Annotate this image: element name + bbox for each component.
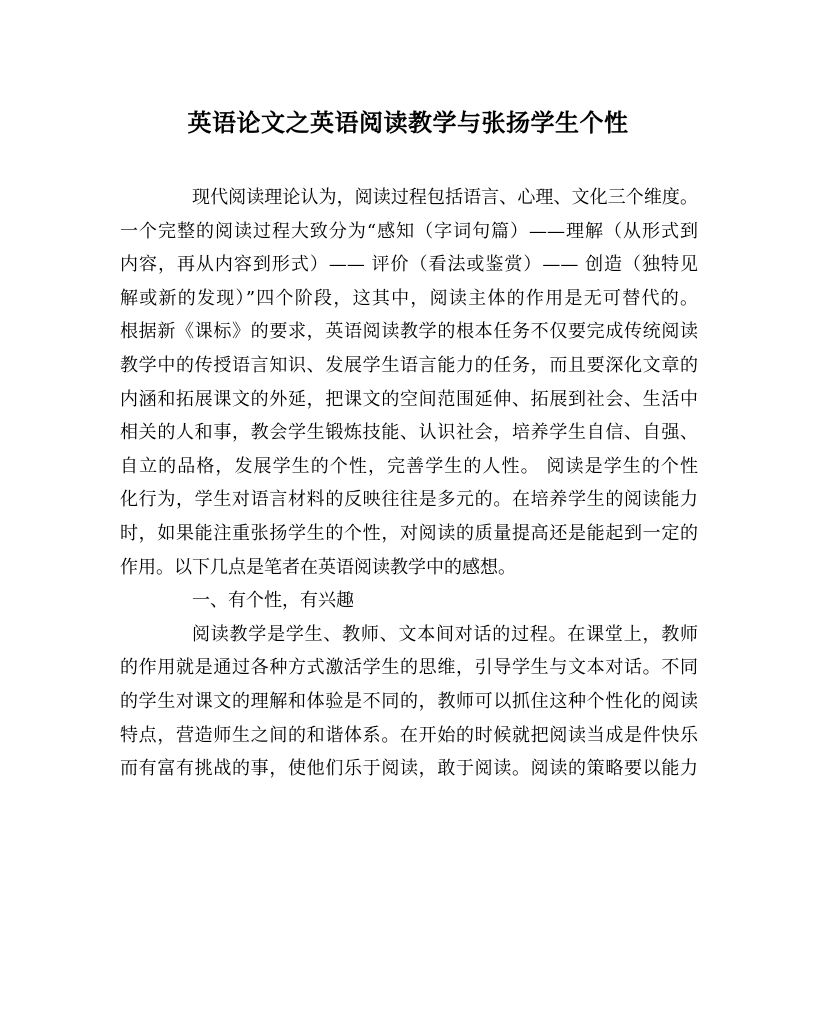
paragraph-line: 相关的人和事，教会学生锻炼技能、认识社会，培养学生自信、自强、 — [120, 422, 698, 444]
paragraph-line: 的作用就是通过各种方式激活学生的思维，引导学生与文本对话。不同 — [120, 657, 698, 679]
paragraph-line: 自立的品格，发展学生的个性，完善学生的人性。 阅读是学生的个性 — [120, 455, 698, 477]
paragraph-line: 解或新的发现）”四个阶段，这其中，阅读主体的作用是无可替代的。 — [120, 287, 698, 309]
paragraph-line: 根据新《课标》的要求，英语阅读教学的根本任务不仅要完成传统阅读 — [120, 321, 698, 343]
paragraph-line: 化行为，学生对语言材料的反映往往是多元的。在培养学生的阅读能力 — [120, 489, 698, 511]
paragraph-line: 教学中的传授语言知识、发展学生语言能力的任务，而且要深化文章的 — [120, 354, 698, 376]
paragraph-line: 内容，再从内容到形式）—— 评价（看法或鉴赏）—— 创造（独特见 — [120, 254, 698, 276]
document-body — [120, 181, 698, 786]
paragraph-line: 而有富有挑战的事，使他们乐于阅读，敢于阅读。阅读的策略要以能力 — [120, 758, 698, 780]
paragraph-line: 的学生对课文的理解和体验是不同的，教师可以抓住这种个性化的阅读 — [120, 690, 698, 712]
paragraph-line: 一个完整的阅读过程大致分为“感知（字词句篇）——理解（从形式到 — [120, 220, 698, 242]
paragraph-line: 现代阅读理论认为，阅读过程包括语言、心理、文化三个维度。 — [192, 187, 698, 208]
section-heading: 一、有个性，有兴趣 — [192, 590, 354, 612]
paragraph-line: 作用。以下几点是笔者在英语阅读教学中的感想。 — [120, 556, 516, 578]
paragraph-line: 特点，营造师生之间的和谐体系。在开始的时候就把阅读当成是件快乐 — [120, 724, 698, 746]
paragraph-line: 时，如果能注重张扬学生的个性，对阅读的质量提高还是能起到一定的 — [120, 522, 698, 544]
paragraph-line: 阅读教学是学生、教师、文本间对话的过程。在课堂上，教师 — [192, 623, 698, 645]
paragraph-line: 内涵和拓展课文的外延，把课文的空间范围延伸、拓展到社会、生活中 — [120, 388, 698, 410]
document-title: 英语论文之英语阅读教学与张扬学生个性 — [187, 108, 629, 137]
